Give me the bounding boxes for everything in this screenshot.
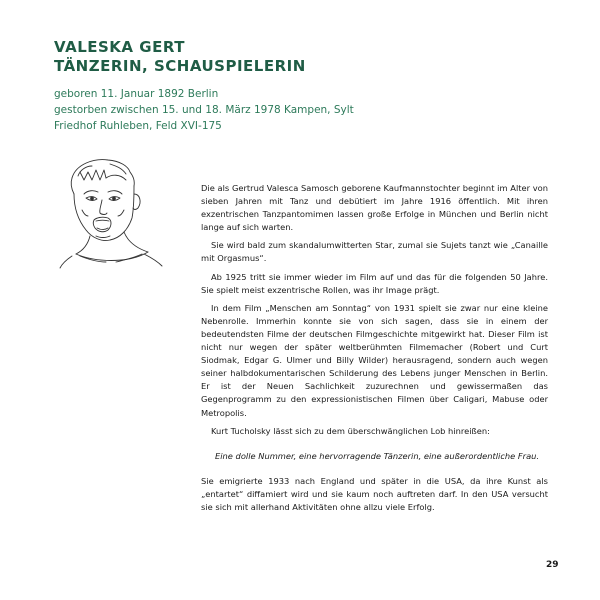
bio-info — [54, 86, 354, 134]
paragraph: Sie emigrierte 1933 nach England und später in die USA, da ihre Kunst als „entartet“ diffamiert wird und sie kaum noch auftreten darf. In den USA versucht sie sich mit allerhand Aktivitäten ohne allzu viele Erfolg. — [201, 475, 548, 512]
person-name: VALESKA GERT — [54, 38, 185, 56]
page-number: 29 — [546, 560, 559, 570]
paragraph: In dem Film „Menschen am Sonntag“ von 1931 spielt sie zwar nur eine kleine Nebenrolle. Immerhin konnte sie von sich sagen, dass sie in einem der bedeutendsten Filme der deutschen Filmgeschichte mitgewirkt hat. Dieser Film ist nicht nur wegen der später weltberühmten Filmemacher (Robert und Curt Siodmak, Edgar G. Ulmer und Billy Wilder) herausragend, sondern auch wegen seiner halbdokumentarischen Schilderung des Lebens junger Menschen in Berlin. Er ist der Neuen Sachlichkeit zuzurechnen und gewissermaßen das Gegenprogramm zu den expressionistischen Filmen über Caligari, Mabuse oder Metropolis. — [201, 302, 548, 418]
paragraph: Die als Gertrud Valesca Samosch geborene Kaufmannstochter beginnt im Alter von sieben Jahren mit Tanz und debütiert im Jahre 1916 öffentlich. Mit ihren exzentrischen Tanzpantomimen lassen große Erfolge in München und Berlin nicht lange auf sich warten. — [201, 183, 548, 233]
birth-info: geboren 11. Januar 1892 Berlin — [54, 88, 219, 100]
paragraph: Kurt Tucholsky lässt sich zu dem überschwänglichen Lob hinreißen: — [211, 425, 490, 436]
death-info: gestorben zwischen 15. und 18. März 1978 Kampen, Sylt — [54, 104, 354, 116]
paragraph: Sie wird bald zum skandalumwitterten Star, zumal sie Sujets tanzt wie „Canaille mit Orgasmus“. — [201, 240, 548, 264]
paragraph: Ab 1925 tritt sie immer wieder im Film auf und das für die folgenden 50 Jahre. Sie spielt meist exzentrische Rollen, was ihr Image prägt. — [201, 271, 548, 295]
tucholsky-quote: Eine dolle Nummer, eine hervorragende Tänzerin, eine außerordentliche Frau. — [215, 450, 540, 461]
grave-info: Friedhof Ruhleben, Feld XVI-175 — [54, 120, 222, 132]
person-profession: TÄNZERIN, SCHAUSPIELERIN — [54, 57, 306, 75]
biography-text — [201, 182, 548, 519]
portrait-sketch — [50, 150, 170, 270]
title-block — [54, 38, 306, 76]
